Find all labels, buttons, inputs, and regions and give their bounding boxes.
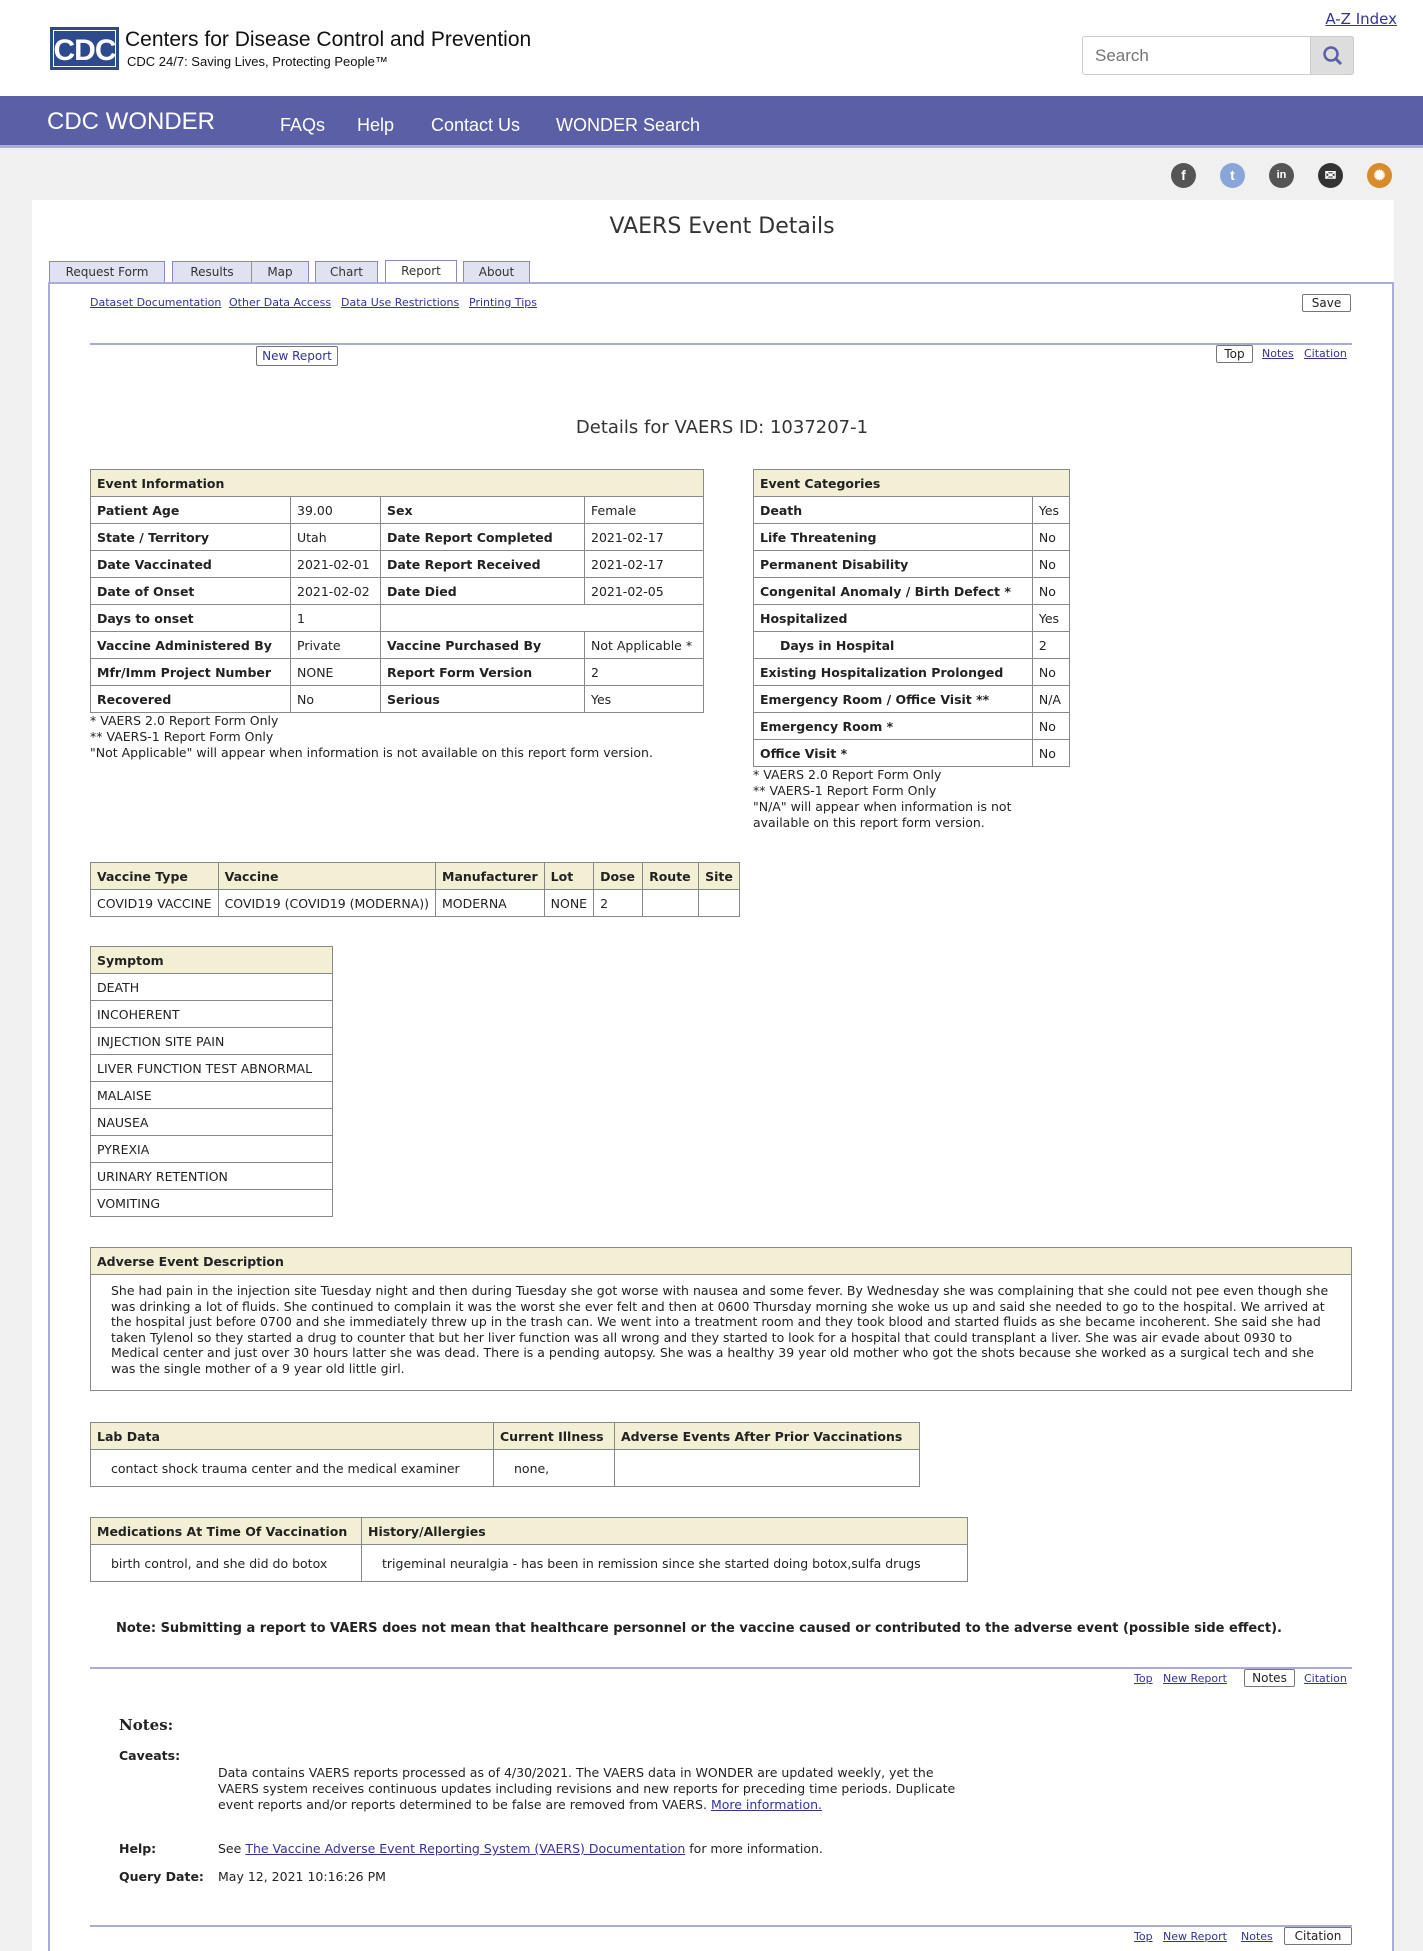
event-categories-table	[753, 469, 1070, 767]
disclaimer-note: Note: Submitting a report to VAERS does not mean that healthcare personnel or the vaccine caused or contributed to the adverse event (possible side effect).	[116, 1621, 1282, 1636]
list-item: URINARY RETENTION	[91, 1163, 333, 1190]
help-label: Help:	[119, 1841, 157, 1856]
cdc-logo[interactable]: CDC	[50, 27, 119, 70]
nav-help[interactable]: Help	[357, 115, 395, 135]
save-button[interactable]: Save	[1302, 294, 1351, 312]
table-row: Patient Age 39.00 Sex Female	[91, 497, 704, 524]
list-item: LIVER FUNCTION TEST ABNORMAL	[91, 1055, 333, 1082]
table-heading: Symptom	[91, 947, 333, 974]
search-box	[1082, 36, 1354, 75]
tab-request-form[interactable]: Request Form	[49, 261, 165, 283]
table-row: Recovered No Serious Yes	[91, 686, 704, 713]
jump-notes[interactable]: Notes	[1241, 1930, 1273, 1943]
org-name[interactable]: Centers for Disease Control and Prevention	[125, 28, 532, 51]
jump-notes[interactable]: Notes	[1262, 347, 1294, 360]
page-title: VAERS Event Details	[609, 214, 835, 239]
divider	[90, 343, 1352, 345]
syndication-icon[interactable]: ✺	[1367, 163, 1392, 188]
divider	[90, 1667, 1352, 1669]
notes-heading: Notes:	[119, 1716, 174, 1734]
table-row: Date of Onset 2021-02-02 Date Died 2021-02-05	[91, 578, 704, 605]
symptom-table	[90, 946, 333, 1217]
jump-citation-active[interactable]: Citation	[1284, 1927, 1352, 1945]
top-banner	[0, 0, 1423, 96]
list-item: INJECTION SITE PAIN	[91, 1028, 333, 1055]
table-row: Death Yes	[754, 497, 1070, 524]
divider	[90, 1925, 1352, 1927]
query-date-label: Query Date:	[119, 1869, 204, 1884]
table-row: Days in Hospital 2	[754, 632, 1070, 659]
medications-table: Medications At Time Of Vaccination History/Allergies birth control, and she did do botox trigeminal neuralgia - has been in remission since she started doing botox,sulfa drugs	[90, 1517, 968, 1582]
tab-map[interactable]: Map	[251, 261, 309, 283]
table-heading: Event Information	[91, 470, 704, 497]
caveats-label: Caveats:	[119, 1748, 181, 1763]
table-row: Days to onset 1	[91, 605, 704, 632]
table-row: Mfr/Imm Project Number NONE Report Form Version 2	[91, 659, 704, 686]
tab-results[interactable]: Results	[172, 261, 252, 283]
query-date: May 12, 2021 10:16:26 PM	[218, 1869, 386, 1884]
search-button[interactable]	[1310, 36, 1354, 75]
jump-top-active[interactable]: Top	[1216, 345, 1253, 363]
cdc-wonder-brand[interactable]: CDC WONDER	[47, 108, 215, 135]
content-page	[32, 200, 1394, 1951]
tagline: CDC 24/7: Saving Lives, Protecting People™	[127, 54, 388, 69]
event-categories-footnotes: * VAERS 2.0 Report Form Only ** VAERS-1 Report Form Only "N/A" will appear when information is not available on this report form version.	[753, 767, 1012, 830]
nav-contact-us[interactable]: Contact Us	[431, 115, 521, 135]
new-report-button[interactable]: New Report	[256, 346, 338, 366]
table-row: Date Vaccinated 2021-02-01 Date Report Received 2021-02-17	[91, 551, 704, 578]
table-row: birth control, and she did do botox trigeminal neuralgia - has been in remission since she started doing botox,sulfa drugs	[91, 1545, 968, 1582]
table-row: Office Visit * No	[754, 740, 1070, 767]
more-information-link[interactable]: More information.	[710, 1797, 823, 1812]
vaers-documentation-link[interactable]: The Vaccine Adverse Event Reporting System (VAERS) Documentation	[245, 1841, 686, 1856]
link-other-data-access[interactable]: Other Data Access	[229, 296, 332, 309]
caveats-text: Data contains VAERS reports processed as of 4/30/2021. The VAERS data in WONDER are updated weekly, yet the VAERS system receives continuous updates including revisions and new reports for preceding time periods. Duplicate event reports and/or reports determined to be false are removed from VAERS. More information.	[218, 1765, 956, 1812]
jump-top[interactable]: Top	[1134, 1672, 1153, 1685]
search-icon	[1311, 37, 1355, 76]
list-item: MALAISE	[91, 1082, 333, 1109]
main-nav	[0, 96, 1423, 148]
table-row: COVID19 VACCINE COVID19 (COVID19 (MODERNA)) MODERNA NONE 2	[91, 890, 740, 917]
event-information-table	[90, 469, 704, 713]
link-dataset-documentation[interactable]: Dataset Documentation	[90, 296, 222, 309]
facebook-icon[interactable]: f	[1171, 163, 1196, 188]
table-row: Congenital Anomaly / Birth Defect * No	[754, 578, 1070, 605]
table-row: Emergency Room * No	[754, 713, 1070, 740]
tab-report[interactable]: Report	[385, 260, 457, 284]
jump-citation[interactable]: Citation	[1304, 347, 1347, 360]
tab-chart[interactable]: Chart	[315, 261, 378, 283]
table-row: State / Territory Utah Date Report Completed 2021-02-17	[91, 524, 704, 551]
adverse-event-description	[90, 1247, 1352, 1391]
table-row: Hospitalized Yes	[754, 605, 1070, 632]
jump-new-report[interactable]: New Report	[1163, 1930, 1227, 1943]
vaccine-table: Vaccine Type Vaccine Manufacturer Lot Dose Route Site COVID19 VACCINE COVID19 (COVID19 (MODERNA)) MODERNA NONE 2	[90, 862, 740, 917]
link-printing-tips[interactable]: Printing Tips	[469, 296, 537, 309]
link-data-use-restrictions[interactable]: Data Use Restrictions	[341, 296, 460, 309]
tab-about[interactable]: About	[463, 261, 530, 283]
list-item: VOMITING	[91, 1190, 333, 1217]
table-heading: Event Categories	[754, 470, 1070, 497]
az-index-link[interactable]: A-Z Index	[1325, 10, 1397, 28]
list-item: INCOHERENT	[91, 1001, 333, 1028]
table-row: Existing Hospitalization Prolonged No	[754, 659, 1070, 686]
table-row: Emergency Room / Office Visit ** N/A	[754, 686, 1070, 713]
event-info-footnotes: * VAERS 2.0 Report Form Only ** VAERS-1 Report Form Only "Not Applicable" will appear when information is not available on this report form version.	[90, 713, 653, 760]
help-text: See The Vaccine Adverse Event Reporting System (VAERS) Documentation for more information.	[218, 1841, 823, 1856]
table-row: Vaccine Administered By Private Vaccine Purchased By Not Applicable *	[91, 632, 704, 659]
details-title: Details for VAERS ID: 1037207-1	[575, 417, 869, 438]
jump-new-report[interactable]: New Report	[1163, 1672, 1227, 1685]
linkedin-icon[interactable]: in	[1269, 163, 1294, 188]
jump-notes-active[interactable]: Notes	[1244, 1669, 1295, 1687]
list-item: PYREXIA	[91, 1136, 333, 1163]
nav-faqs[interactable]: FAQs	[280, 115, 326, 135]
lab-data-table: Lab Data Current Illness Adverse Events After Prior Vaccinations contact shock trauma center and the medical examiner none,	[90, 1422, 920, 1487]
list-item: NAUSEA	[91, 1109, 333, 1136]
email-icon[interactable]: ✉	[1318, 163, 1343, 188]
twitter-icon[interactable]: t	[1220, 163, 1245, 188]
nav-wonder-search[interactable]: WONDER Search	[556, 115, 701, 135]
list-item: DEATH	[91, 974, 333, 1001]
jump-top[interactable]: Top	[1134, 1930, 1153, 1943]
description-text: She had pain in the injection site Tuesday night and then during Tuesday she got worse with nausea and some fever. By Wednesday she was complaining that she could not pee even though she was drinking a lot of fluids. She continued to complain it was the worst she ever felt and then at 0600 Thursday morning she woke us up and said she needed to go to the hospital. We arrived at the hospital just before 0700 and she immediately threw up in the trash can. We went into a treatment room and they took blood and started fluids as she became incoherent. She said she had taken Tylenol so they started a drug to counter that but her liver function was all wrong and they started to look for a hospital that could transplant a liver. She was air evade about 0930 to Medical center and just over 30 hours latter she was dead. There is a pending autopsy. She was a healthy 39 year old mother who got the shots because she worked as a surgical tech and she was the single mother of a 9 year old little girl.	[111, 1283, 1329, 1376]
table-row: Permanent Disability No	[754, 551, 1070, 578]
jump-citation[interactable]: Citation	[1304, 1672, 1347, 1685]
section-heading: Adverse Event Description	[91, 1248, 1351, 1275]
table-row: contact shock trauma center and the medical examiner none,	[91, 1450, 920, 1487]
table-row: Life Threatening No	[754, 524, 1070, 551]
search-input[interactable]	[1083, 37, 1308, 74]
